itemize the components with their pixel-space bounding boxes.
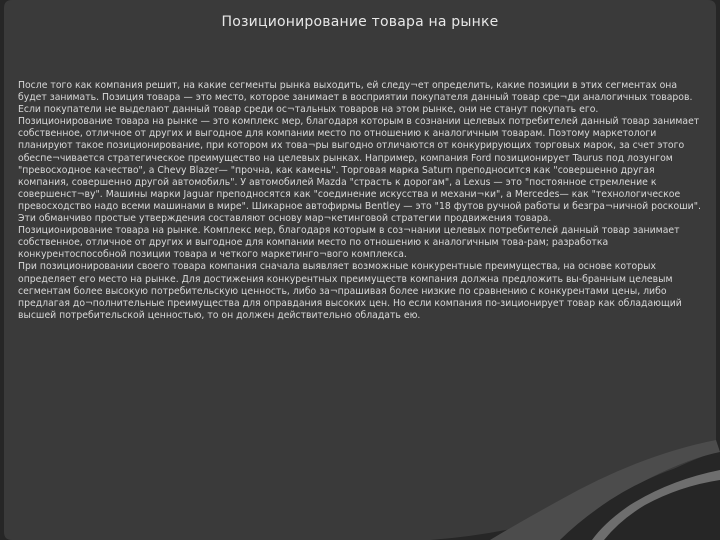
paragraph-definition-examples: Позиционирование товара на рынке — это комплекс мер, благодаря которым в сознании целевых потребителей данный товар занимает собственное, отличное от других и выгодное для компании место по отношению к аналогичным товарам. Поэтому маркетологи планируют такое позиционирование, при котором их това¬ры выгодно отличаются от конкурирующих торговых марок, за счет этого обеспе¬чивается стратегическое преимущество на целевых рынках. Например, компания Ford позиционирует Taurus под лозунгом "превосходное качество", а Chevy Blazer— "прочна, как камень". Торговая марка Saturn преподносится как "совершенно другая компания, совершенно другой автомобиль". У автомобилей Mazda "страсть к дорогам", a Lexus — это "постоянное стремление к совершенст¬ву". Машины марки Jaguar преподносятся как "соединение искусства и механи¬ки", а Mercedes— как "технологическое превосходство надо всеми машинами в мире". Шикарное автофирмы Bentley — это "18 футов ручной работы и безгра¬ничной роскоши". Эти обманчиво простые утверждения составляют основу мар¬кетинговой стратегии продвижения товара. — [18, 116, 701, 225]
slide-title: Позиционирование товара на рынке — [221, 14, 499, 30]
paragraph-competitive-advantage: При позиционировании своего товара компания сначала выявляет возможные конкурентные преимущества, на основе которых определяет его место на рынке. Для достижения конкурентных преимуществ компания должна предложить вы-бранным целевым сегментам более высокую потребительскую ценность, либо за¬прашивая более низкие по сравнению с конкурентами цены, либо предлагая до¬полнительные преимущества для оправдания высоких цен. Но если компания по-зиционирует товар как обладающий высшей потребительской ценностью, то он должен действительно обладать ею. — [18, 261, 682, 321]
paragraph-intro: После того как компания решит, на какие сегменты рынка выходить, ей следу¬ет определить, какие позиции в этих сегментах она будет занимать. Позиция товара — это место, которое занимает в восприятии покупателя данный товар сре¬ди аналогичных товаров. Если покупатели не выделают данный товар среди ос¬тальных товаров на этом рынке, они не станут покупать его. — [18, 80, 693, 116]
slide-body — [18, 80, 704, 322]
paragraph-definition-short: Позиционирование товара на рынке. Комплекс мер, благодаря которым в соз¬нании целевых потребителей данный товар занимает собственное, отличное от других и выгодное для компании место по отношению к аналогичным това-рам; разработка конкурентоспособной позиции товара и четкого маркетинго¬вого комплекса. — [18, 225, 680, 261]
